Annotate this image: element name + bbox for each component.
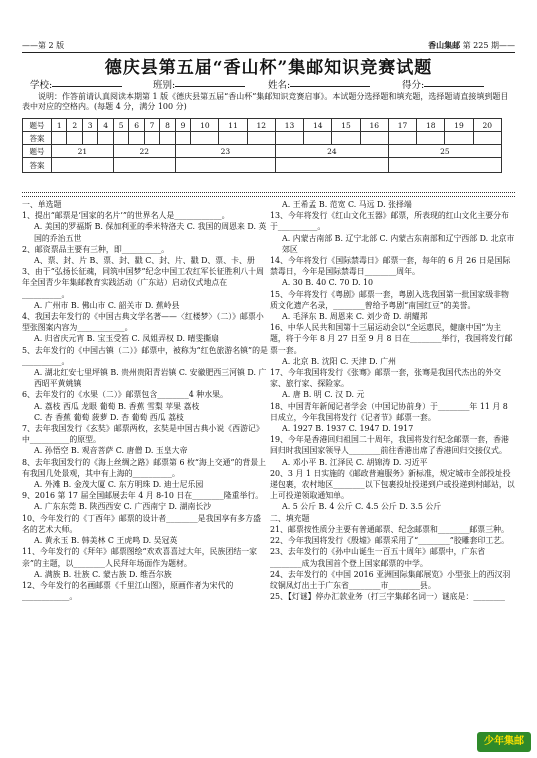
answer-cell[interactable] [417,132,445,145]
question-line: A. 广东东莞 B. 陕西西安 C. 广西南宁 D. 湖南长沙 [34,502,212,512]
q-num: 20 [473,119,501,132]
question-line: 21、邮票按性质分主要有普通邮票、纪念邮票和________邮票三种。 [270,524,509,534]
q-num: 9 [175,119,190,132]
answer-cell[interactable] [82,132,97,145]
answer-cell[interactable] [360,132,388,145]
answer-cell[interactable] [98,132,113,145]
q-num: 15 [332,119,360,132]
question-line: 6、去年发行的《水果（二）》邮票包含________4 种水果。 [22,390,228,400]
question-line: A. 归省庆元宵 B. 宝玉受笞 C. 凤姐弄权 D. 晴雯撕扇 [34,334,220,344]
name-field[interactable] [268,77,290,91]
answer-cell[interactable] [247,132,275,145]
question-line: 5、去年发行的《中国古镇（二）》邮票中，被称为“红色旅游名镇”的是__________。 [22,345,268,366]
student-info [30,77,515,91]
question-line: 10、今年发行的《丁酉年》邮票的设计者________是我国享有多方盛名的艺术大师。 [22,513,261,534]
page-title: 德庆县第五届“香山杯”集邮知识竞赛试题 [104,58,433,78]
paper-name: 香山集邮 [428,40,461,50]
question-line: A. 30 B. 40 C. 70 D. 10 [282,278,374,288]
question-line: A. 满族 B. 壮族 C. 蒙古族 D. 维吾尔族 [34,569,172,579]
name-label: 姓名: [268,80,291,91]
question-line: A. 5 公斤 B. 4 公斤 C. 4.5 公斤 D. 3.5 公斤 [282,502,442,512]
instructions: 说明：作答前请认真阅读本期第 1 版《德庆县第五届“香山杯”集邮知识竞赛启事》。本试题分选择题和填充题，选择题请直接填到题目表中对应的空格内。(每题 4 分，满分 100 分) [22,92,509,111]
q-num: 14 [304,119,332,132]
question-line: 二、填充题 [270,513,310,523]
questions-left-column [22,199,268,602]
question-line: A. 黄永玉 B. 韩美林 C 王虎鸣 D. 吴冠英 [34,536,178,546]
question-line: 一、单选题 [22,200,62,209]
answer-cell[interactable] [275,132,303,145]
q-num: 8 [160,119,175,132]
issue-number: 第 225 期—— [462,41,515,50]
q-num: 3 [82,119,97,132]
answer-cell[interactable] [113,132,128,145]
cut-line [22,192,515,197]
question-line: A. 荔枝 西瓜 龙眼 葡萄 B. 香蕉 雪梨 苹果 荔枝 [34,401,200,411]
q-num: 22 [113,145,175,158]
q-num: 21 [52,145,114,158]
question-line: 2、邮资票品主要有三种，即__________。 [22,244,170,254]
question-line: 9、2016 第 17 届全国邮展去年 4 月 8-10 日在________隆重举行。 [22,491,264,501]
q-num: 1 [52,119,67,132]
question-number-row-2 [23,145,502,158]
school-label: 学校: [30,80,53,91]
questions-right-column [270,199,515,602]
answer-cell[interactable] [52,132,67,145]
answer-cell[interactable] [219,132,247,145]
issue-label [428,40,515,51]
question-line: 24、去年发行的《中国 2016 亚洲国际集邮展览》小型张上的西汉羽纹铜凤灯出土于广东省________市________县。 [270,569,511,590]
question-line: 15、今年将发行《粤剧》邮票一套，粤剧入选我国第一批国家级非物质文化遗产名录，________曾给予粤剧“南国红豆”的美誉。 [270,289,509,310]
question-line: 11、今年发行的《拜年》邮票图绘“欢欢喜喜过大年，民族团结一家亲”的主题，以________人民拜年场面作为题材。 [22,547,258,568]
page-header [22,40,515,53]
q-num: 12 [247,119,275,132]
question-line: 18、中国青年新闻记者学会（中国记协前身）于________年 11 月 8 日成立，今年我国将发行《记者节》邮票一套。 [270,401,508,422]
answer-cell[interactable] [160,132,175,145]
answer-cell[interactable] [191,132,219,145]
question-line: 13、今年将发行《红山文化玉器》邮票，所表现的红山文化主要分布于__________。 [270,211,509,232]
score-field[interactable] [402,77,424,91]
question-line: A. 北京 B. 沈阳 C. 天津 D. 广州 [282,356,397,366]
question-line: 1、提出“邮票是‘国家的名片’”的世界名人是____________。 [22,211,230,221]
answer-label: 答案 [23,132,52,145]
question-line: A. 王希孟 B. 范宽 C. 马远 D. 张择端 [282,200,412,209]
class-label: 班别: [153,80,176,91]
answer-cell[interactable] [129,132,144,145]
answer-cell[interactable] [304,132,332,145]
answer-cell[interactable] [275,158,388,173]
question-line: A. 外滩 B. 金茂大厦 C. 东方明珠 D. 迪士尼乐园 [34,480,204,490]
question-line: C. 杏 香蕉 葡萄 菠萝 D. 杏 葡萄 西瓜 荔枝 [34,412,184,422]
answer-cell[interactable] [473,132,501,145]
answer-label: 答案 [23,158,52,173]
answer-cell[interactable] [332,132,360,145]
score-label: 得分: [402,80,425,91]
answer-cell[interactable] [445,132,473,145]
question-line: 4、我国去年发行的《中国古典文学名著——〈红楼梦〉（二）》邮票小型张图案内容为____________。 [22,312,264,333]
question-line: 14、今年将发行《国际禁毒日》邮票一套，每年的 6 月 26 日是国际禁毒日，今年是国际禁毒日________周年。 [270,256,511,277]
question-line: 22、今年我国将发行《殷墟》邮票采用了“________”胶雕套印工艺。 [270,536,510,546]
class-field[interactable] [153,77,175,91]
row-label: 题号 [23,119,52,132]
q-num: 6 [129,119,144,132]
row-label: 题号 [23,145,52,158]
question-line: A. 孙悟空 B. 观音菩萨 C. 唐僧 D. 玉皇大帝 [34,446,188,456]
answer-cell[interactable] [67,132,82,145]
question-line: A. 唐 B. 明 C. 汉 D. 元 [282,390,365,400]
question-line: 7、去年我国发行《玄奘》邮票两枚，玄奘是中国古典小说《西游记》中__________的原型。 [22,424,264,445]
question-line: A. 湖北红安七里坪镇 B. 贵州贵阳青岩镇 C. 安徽肥西三河镇 D. 广西昭平黄姚镇 [34,368,267,389]
q-num: 13 [275,119,303,132]
answer-cell[interactable] [113,158,175,173]
answer-row-2 [23,158,502,173]
q-num: 4 [98,119,113,132]
q-num: 17 [388,119,416,132]
question-line: 12、今年发行的名画邮票《千里江山图》，原画作者为宋代的____________。 [22,580,234,602]
question-line: 19、今年是香港回归祖国二十周年，我国将发行纪念邮票一套，香港回归时我国国家领导人________前往香港出席了香港回归交接仪式。 [270,435,509,456]
answer-cell[interactable] [388,132,416,145]
question-line: 8、去年我国发行的《海上丝绸之路》邮票第 6 枚“海上交通”的背景上有我国几处景观，其中有上海的__________。 [22,457,267,478]
answer-cell[interactable] [388,158,501,173]
answer-grid [22,118,502,173]
question-line: A. 毛泽东 B. 周恩来 C. 刘少奇 D. 胡耀邦 [282,312,428,322]
answer-cell[interactable] [144,132,159,145]
edition-label: ——第 2 版 [22,41,65,50]
question-line: 17、今年我国将发行《张骞》邮票一套，张骞是我国代杰出的外交家、旅行家、探险家。 [270,368,501,389]
q-num: 23 [175,145,275,158]
q-num: 19 [445,119,473,132]
question-line: 16、中华人民共和国第十三届运动会以“全运惠民，健康中国”为主题，将于今年 8 月 27 日至 9 月 8 日在________举行，我国将发行邮票一套。 [270,323,513,355]
answer-cell[interactable] [175,158,275,173]
q-num: 25 [388,145,501,158]
question-line: A、票、封、片 B、票、封、戳 C、封、片、戳 D、票、卡、册 [34,256,255,266]
q-num: 24 [275,145,388,158]
school-field[interactable] [30,77,52,91]
q-num: 18 [417,119,445,132]
q-num: 10 [191,119,219,132]
question-line: 25、【灯谜】停办汇款业务（打三字集邮名词一）谜底是：________ [270,592,505,602]
question-line: A. 广州市 B. 佛山市 C. 韶关市 D. 蕉岭县 [34,300,180,310]
answer-cell[interactable] [175,132,190,145]
question-line: A. 1927 B. 1937 C. 1947 D. 1917 [282,424,414,434]
youth-philately-logo: 少年集邮 [477,732,531,752]
question-line: 3、由于“弘扬长征魂，同筑中国梦”纪念中国工农红军长征胜利八十周年全国青少年集邮教育实践活动（广东站）启动仪式地点在__________。 [22,267,264,299]
answer-row-1 [23,132,502,145]
question-line: 23、去年发行的《孙中山诞生一百五十周年》邮票中，广东省________成为我国首个登上国家邮票的中学。 [270,547,486,568]
question-line: A. 内蒙古南部 B. 辽宁北部 C. 内蒙古东南部和辽宁西部 D. 北京市郊区 [282,233,515,254]
question-line: A. 美国的罗福斯 B. 保加利亚的季米特洛夫 C. 我国的周恩来 D. 英国的乔治五世 [34,222,267,243]
question-line: 20、3 月 1 日实施的《邮政普遍服务》新标准，规定城市全部投址投递包裹，农村地区________以下包裹投址投递到户或投递到村邮站，以上可投递领取通知单。 [270,468,515,501]
q-num: 7 [144,119,159,132]
question-number-row-1 [23,119,502,132]
answer-cell[interactable] [52,158,114,173]
q-num: 5 [113,119,128,132]
question-line: A. 邓小平 B. 江泽民 C. 胡锦涛 D. 习近平 [282,457,428,467]
q-num: 11 [219,119,247,132]
q-num: 2 [67,119,82,132]
q-num: 16 [360,119,388,132]
